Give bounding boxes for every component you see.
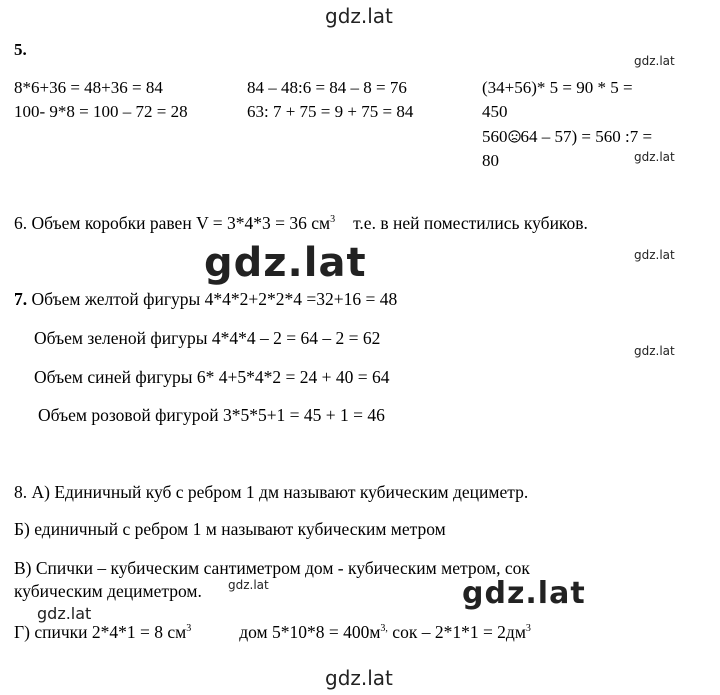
watermark-small-1: gdz.lat [634, 54, 675, 68]
task5-col2-line2: 63: 7 + 75 = 9 + 75 = 84 [247, 102, 414, 121]
watermark-big-2: gdz.lat [462, 576, 586, 611]
task5-col3-line1: (34+56)* 5 = 90 * 5 = [482, 78, 633, 97]
task5-col1-line2: 100- 9*8 = 100 – 72 = 28 [14, 102, 188, 121]
task8-g-sup3: 3 [525, 623, 531, 635]
task8-g-sup2: 3, [380, 623, 388, 635]
task5-number: 5. [14, 40, 27, 59]
watermark-small-6: gdz.lat [37, 604, 92, 623]
task8-line-a: 8. А) Единичный куб с ребром 1 дм называют кубическим дециметр. [14, 482, 529, 502]
task6-line [14, 212, 588, 234]
task7-line1 [14, 288, 397, 310]
watermark-small-3: gdz.lat [634, 248, 675, 262]
watermark-bottom: gdz.lat [325, 666, 393, 690]
task5-col3-line3-end: 64 – 57) = 560 :7 = [520, 127, 653, 146]
task8-g-end: сок – 2*1*1 = 2дм [387, 622, 526, 642]
task5-col3-line3 [482, 127, 652, 147]
task8-g-mid: дом 5*10*8 = 400м [239, 622, 381, 642]
task8-line-g [14, 621, 531, 643]
task5-col1-line1: 8*6+36 = 48+36 = 84 [14, 78, 163, 97]
task5-col3-line2: 450 [482, 102, 508, 121]
task8-g-sup1: 3 [186, 623, 192, 635]
task7-number: 7. [14, 289, 28, 309]
frown-face-icon [508, 130, 521, 143]
task8-line-b: Б) единичный с ребром 1 м называют кубическим метром [14, 519, 446, 539]
watermark-small-5: gdz.lat [228, 578, 269, 592]
watermark-small-2: gdz.lat [634, 150, 675, 164]
task7-line4: Объем розовой фигурой 3*5*5+1 = 45 + 1 = 46 [38, 405, 385, 425]
watermark-big-1: gdz.lat [204, 240, 367, 286]
task5-col3-line4: 80 [482, 151, 499, 170]
watermark-small-4: gdz.lat [634, 344, 675, 358]
task8-line-c1: В) Спички – кубическим сантиметром дом - кубическим метром, сок [14, 558, 530, 578]
task8-g-start: Г) спички 2*4*1 = 8 см [14, 622, 187, 642]
task5-col3-line3-start: 560 [482, 127, 508, 146]
task8-line-c2: кубическим дециметром. [14, 581, 202, 601]
task7-line3: Объем синей фигуры 6* 4+5*4*2 = 24 + 40 = 64 [34, 367, 390, 387]
task5-col2-line1: 84 – 48:6 = 84 – 8 = 76 [247, 78, 407, 97]
task6-text: 6. Объем коробки равен V = 3*4*3 = 36 см [14, 213, 331, 233]
task7-line1-text: Объем желтой фигуры 4*4*2+2*2*4 =32+16 = 48 [27, 289, 398, 309]
watermark-top: gdz.lat [325, 4, 393, 28]
task6-tail: т.е. в ней поместились кубиков. [353, 213, 588, 233]
task7-line2: Объем зеленой фигуры 4*4*4 – 2 = 64 – 2 = 62 [34, 328, 381, 348]
task6-sup: 3 [330, 214, 336, 226]
